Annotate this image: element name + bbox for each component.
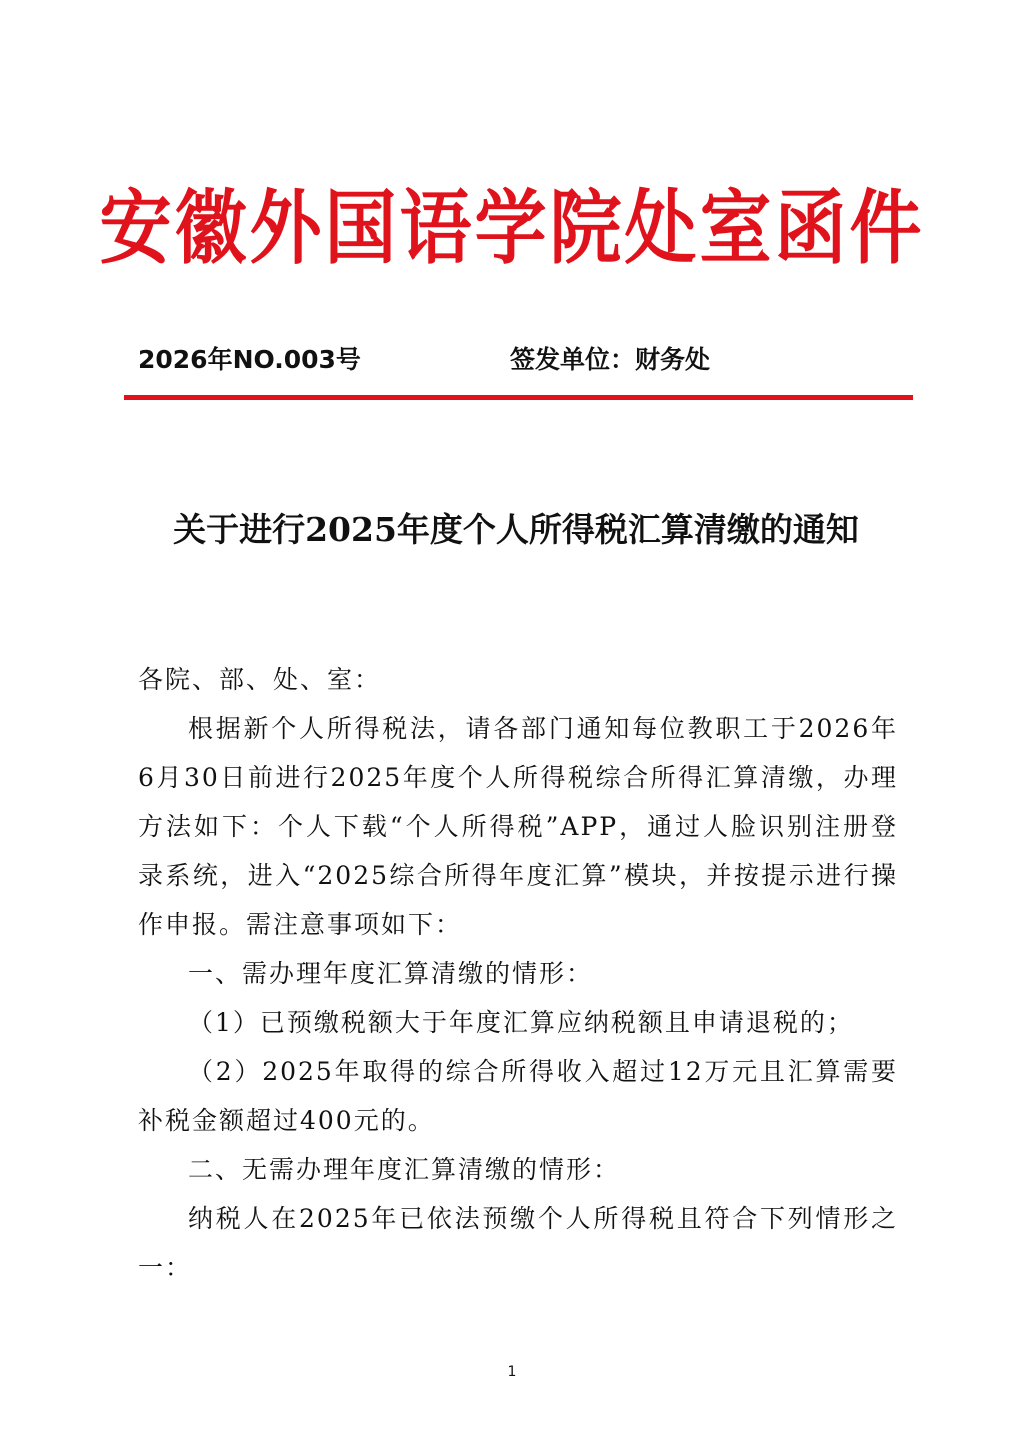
section-heading: 一、需办理年度汇算清缴的情形： [188,959,594,988]
body-paragraph: 根据新个人所得税法，请各部门通知每位教职工于2026年6月30日前进行2025年度个人所得税综合所得汇算清缴，办理方法如下：个人下载“个人所得税”APP，通过人脸识别注册登录系统，进入“2025综合所得年度汇算”模块，并按提示进行操作申报。需注意事项如下： [138,714,898,939]
notice-body [138,655,898,1292]
salutation: 各院、部、处、室： [138,665,382,694]
notice-title: 关于进行2025年度个人所得税汇算清缴的通知 [173,510,859,549]
body-paragraph: 纳税人在2025年已依法预缴个人所得税且符合下列情形之一： [138,1204,898,1282]
document-meta-row [138,340,898,380]
list-item: （1）已预缴税额大于年度汇算应纳税额且申请退税的； [188,1008,854,1037]
red-divider-line [124,395,913,400]
list-item: （2）2025年取得的综合所得收入超过12万元且汇算需要补税金额超过400元的。 [138,1057,898,1135]
masthead-title: 安徽外国语学院处室函件 [99,180,925,276]
section-heading: 二、无需办理年度汇算清缴的情形： [188,1155,621,1184]
page-number: 1 [507,1364,517,1380]
issuing-unit: 签发单位：财务处 [510,345,711,374]
document-number: 2026年NO.003号 [138,345,361,374]
